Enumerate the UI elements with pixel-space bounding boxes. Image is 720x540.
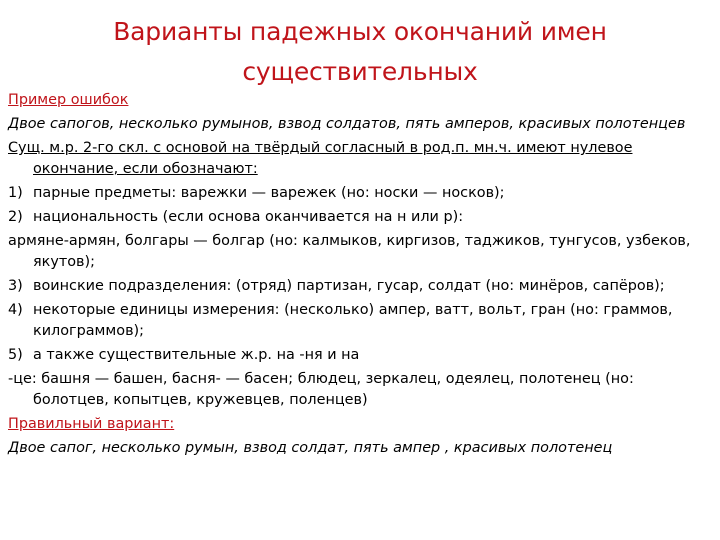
slide-title: Варианты падежных окончаний имен существительных [113, 17, 607, 86]
slide-body [8, 90, 708, 462]
rule-item-5-examples: -це: башня — башен, басня- — басен; блюдец, зеркалец, одеялец, полотенец (но: болотцев, копытцев, кружевцев, поленцев) [8, 371, 634, 408]
rule-item-2 [8, 207, 708, 228]
rule-item-5 [8, 345, 708, 366]
correct-variant-text: Двое сапог, несколько румын, взвод солдат, пять ампер , красивых полотенец [8, 440, 613, 456]
rule-item-number: 5) [8, 347, 23, 363]
rule-item-1 [8, 183, 708, 204]
rule-statement: Сущ. м.р. 2-го скл. с основой на твёрдый согласный в род.п. мн.ч. имеют нулевое окончание, если обозначают: [8, 140, 633, 177]
rule-item-2-examples: армяне-армян, болгары — болгар (но: калмыков, киргизов, таджиков, тунгусов, узбеков, якутов); [8, 233, 691, 270]
rule-item-number: 3) [8, 278, 23, 294]
rule-item-number: 1) [8, 185, 23, 201]
rule-item-text: а также существительные ж.р. на -ня и на [33, 347, 360, 363]
rule-item-text: национальность (если основа оканчивается на н или р): [33, 209, 464, 225]
rule-item-4 [8, 300, 708, 342]
rule-item-text: некоторые единицы измерения: (несколько) ампер, ватт, вольт, гран (но: граммов, килограммов); [33, 302, 673, 339]
errors-example-text: Двое сапогов, несколько румынов, взвод солдатов, пять амперов, красивых полотенцев [8, 116, 686, 132]
errors-example-heading: Пример ошибок [8, 92, 129, 108]
rule-item-number: 4) [8, 302, 23, 318]
correct-variant-heading: Правильный вариант: [8, 416, 175, 432]
rule-item-number: 2) [8, 209, 23, 225]
rule-item-text: парные предметы: варежки — варежек (но: носки — носков); [33, 185, 505, 201]
rule-item-3 [8, 276, 708, 297]
rule-item-text: воинские подразделения: (отряд) партизан, гусар, солдат (но: минёров, сапёров); [33, 278, 665, 294]
